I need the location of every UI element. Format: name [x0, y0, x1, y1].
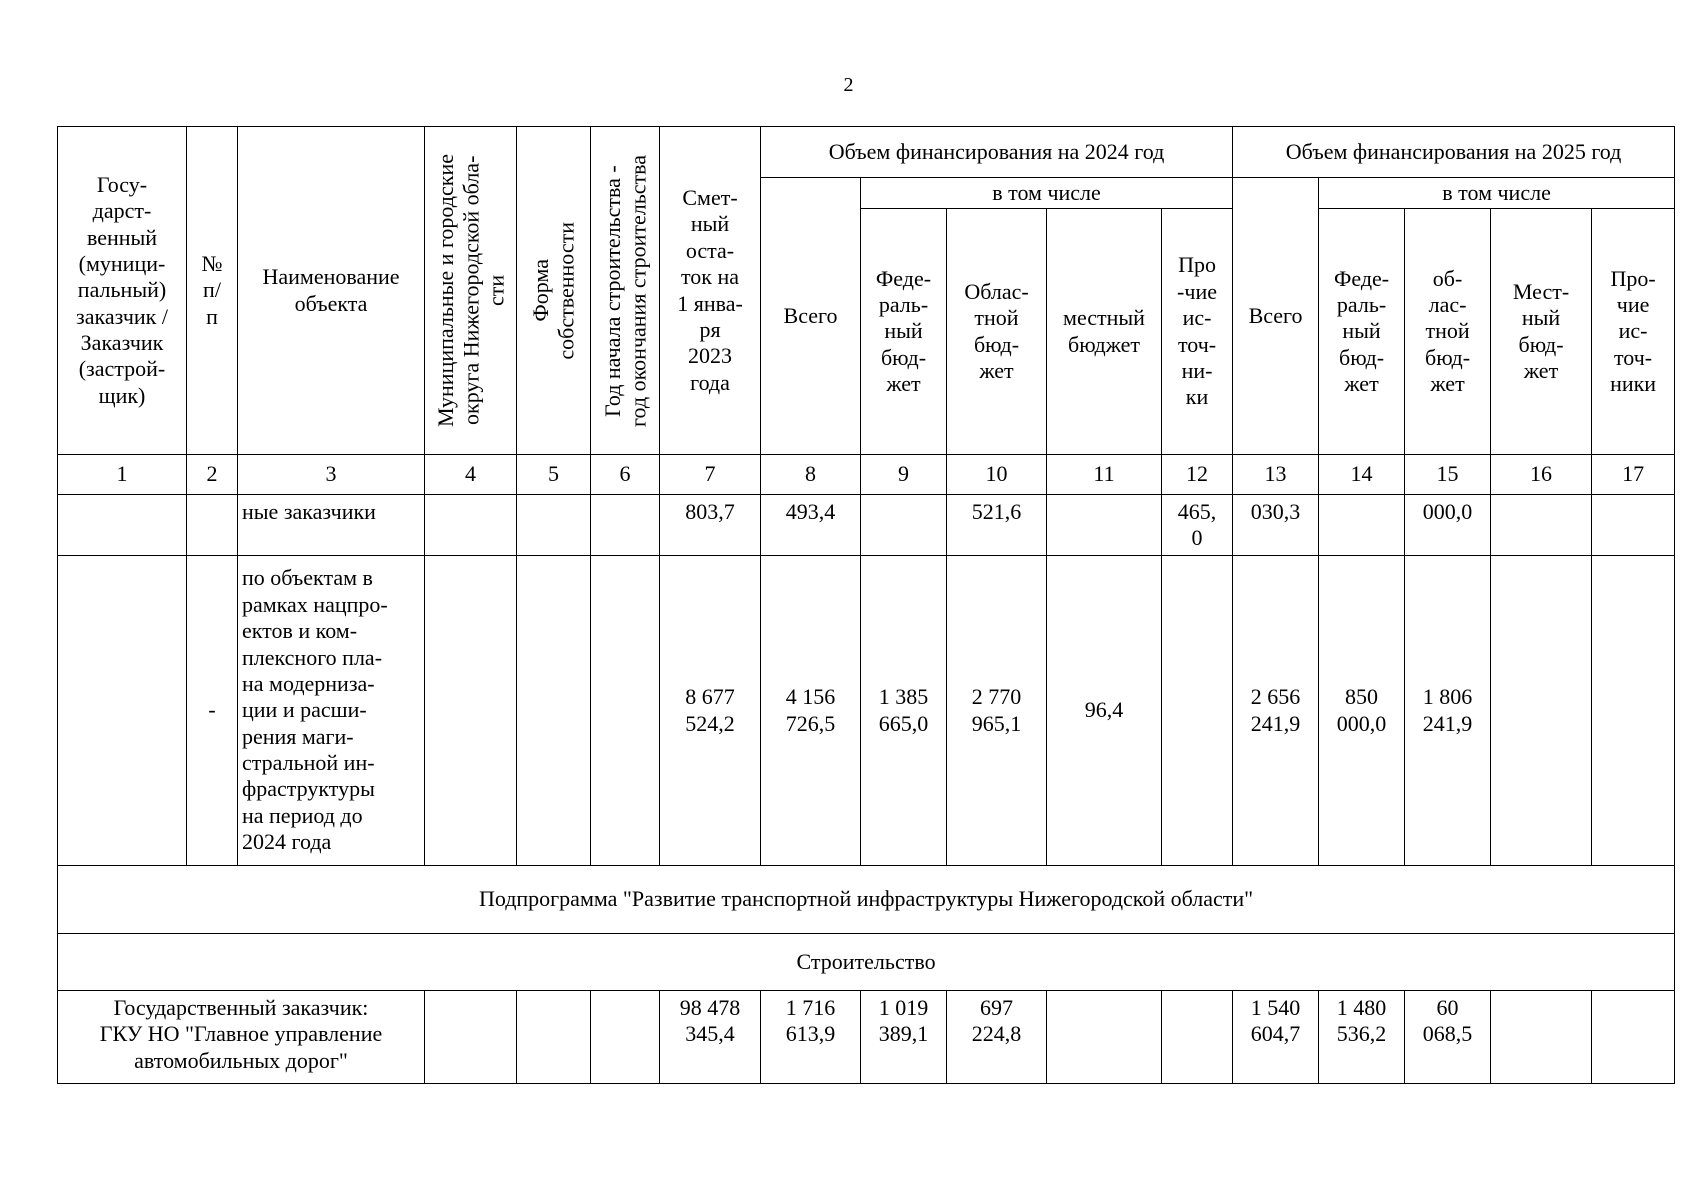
header-financing-2024: Объем финансирования на 2024 год [761, 127, 1233, 178]
section-title: Строительство [58, 934, 1675, 991]
header-federal-2025: Феде- раль- ный бюд- жет [1319, 209, 1405, 455]
column-number: 3 [238, 455, 425, 495]
header-other-2025: Про- чие ис- точ- ники [1592, 209, 1675, 455]
cell-total-2024: 493,4 [761, 495, 861, 556]
cell-number: - [187, 556, 238, 866]
cell-local-2024: 96,4 [1047, 556, 1162, 866]
table-row [58, 556, 1675, 866]
cell-regional-2025: 1 806 241,9 [1405, 556, 1491, 866]
cell-empty [1047, 495, 1162, 556]
cell-empty [1162, 991, 1233, 1084]
header-federal-2024: Феде- раль- ный бюд- жет [861, 209, 947, 455]
header-ownership: Форма собственности [528, 221, 579, 360]
cell-empty [1491, 556, 1592, 866]
column-numbers-row [58, 455, 1675, 495]
column-number: 16 [1491, 455, 1592, 495]
cell-federal-2025: 1 480 536,2 [1319, 991, 1405, 1084]
header-customer: Госу- дарст- венный (муници- пальный) заказчик / Заказчик (застрой- щик) [58, 127, 187, 455]
cell-regional-2024: 2 770 965,1 [947, 556, 1047, 866]
cell-empty [58, 495, 187, 556]
cell-empty [591, 556, 660, 866]
header-municipality-cell [425, 127, 517, 455]
cell-regional-2024: 697 224,8 [947, 991, 1047, 1084]
cell-total-2024: 4 156 726,5 [761, 556, 861, 866]
table-row [58, 991, 1675, 1084]
subprogram-title: Подпрограмма "Развитие транспортной инфраструктуры Нижегородской области" [58, 866, 1675, 934]
cell-empty [861, 495, 947, 556]
page-number: 2 [843, 74, 854, 96]
cell-empty [1491, 495, 1592, 556]
table-row [58, 866, 1675, 934]
cell-estimated-balance: 803,7 [660, 495, 761, 556]
table-row [58, 934, 1675, 991]
cell-empty [187, 495, 238, 556]
cell-empty [1162, 556, 1233, 866]
column-number: 5 [517, 455, 591, 495]
header-municipality: Муниципальные и городские округа Нижегородской обла- сти [432, 154, 509, 427]
header-years: Год начала строительства - год окончания строительства [599, 154, 650, 427]
header-years-cell [591, 127, 660, 455]
header-including-2024: в том числе [861, 178, 1233, 209]
table-row [58, 495, 1675, 556]
header-local-2025: Мест- ный бюд- жет [1491, 209, 1592, 455]
header-estimated-balance: Смет- ный оста- ток на 1 янва- ря 2023 года [660, 127, 761, 455]
cell-empty [591, 495, 660, 556]
cell-empty [1592, 495, 1675, 556]
header-local-2024: местный бюджет [1047, 209, 1162, 455]
column-number: 11 [1047, 455, 1162, 495]
header-total-2024: Всего [761, 178, 861, 455]
column-number: 6 [591, 455, 660, 495]
header-object-name: Наименование объекта [238, 127, 425, 455]
cell-empty [517, 991, 591, 1084]
header-other-2024: Про -чие ис- точ- ни- ки [1162, 209, 1233, 455]
cell-regional-2025: 000,0 [1405, 495, 1491, 556]
cell-empty [517, 556, 591, 866]
header-total-2025: Всего [1233, 178, 1319, 455]
cell-empty [1592, 991, 1675, 1084]
cell-federal-2024: 1 019 389,1 [861, 991, 947, 1084]
column-number: 10 [947, 455, 1047, 495]
cell-object-name: ные заказчики [238, 495, 425, 556]
header-regional-2025: об- лас- тной бюд- жет [1405, 209, 1491, 455]
financing-table [57, 126, 1675, 1084]
cell-empty [425, 495, 517, 556]
cell-empty [517, 495, 591, 556]
header-including-2025: в том числе [1319, 178, 1675, 209]
column-number: 4 [425, 455, 517, 495]
cell-federal-2024: 1 385 665,0 [861, 556, 947, 866]
cell-estimated-balance: 98 478 345,4 [660, 991, 761, 1084]
cell-total-2025: 1 540 604,7 [1233, 991, 1319, 1084]
cell-federal-2025: 850 000,0 [1319, 556, 1405, 866]
header-ownership-cell [517, 127, 591, 455]
header-regional-2024: Облас- тной бюд- жет [947, 209, 1047, 455]
cell-total-2025: 030,3 [1233, 495, 1319, 556]
cell-object-name: по объектам в рамках нацпро- ектов и ком- плексного пла- на модерниза- ции и расши- рения маги- стральной ин- фраструктуры на период до 2024 года [238, 556, 425, 866]
column-number: 17 [1592, 455, 1675, 495]
cell-other-2024: 465, 0 [1162, 495, 1233, 556]
cell-empty [1592, 556, 1675, 866]
cell-empty [1047, 991, 1162, 1084]
cell-empty [591, 991, 660, 1084]
column-number: 7 [660, 455, 761, 495]
cell-empty [58, 556, 187, 866]
header-number: № п/ п [187, 127, 238, 455]
cell-estimated-balance: 8 677 524,2 [660, 556, 761, 866]
header-financing-2025: Объем финансирования на 2025 год [1233, 127, 1675, 178]
cell-total-2024: 1 716 613,9 [761, 991, 861, 1084]
column-number: 1 [58, 455, 187, 495]
cell-empty [1319, 495, 1405, 556]
column-number: 8 [761, 455, 861, 495]
cell-total-2025: 2 656 241,9 [1233, 556, 1319, 866]
cell-customer: Государственный заказчик: ГКУ НО "Главное управление автомобильных дорог" [58, 991, 425, 1084]
cell-empty [1491, 991, 1592, 1084]
column-number: 9 [861, 455, 947, 495]
column-number: 13 [1233, 455, 1319, 495]
column-number: 14 [1319, 455, 1405, 495]
column-number: 15 [1405, 455, 1491, 495]
cell-regional-2025: 60 068,5 [1405, 991, 1491, 1084]
cell-regional-2024: 521,6 [947, 495, 1047, 556]
column-number: 2 [187, 455, 238, 495]
column-number: 12 [1162, 455, 1233, 495]
cell-empty [425, 556, 517, 866]
cell-empty [425, 991, 517, 1084]
